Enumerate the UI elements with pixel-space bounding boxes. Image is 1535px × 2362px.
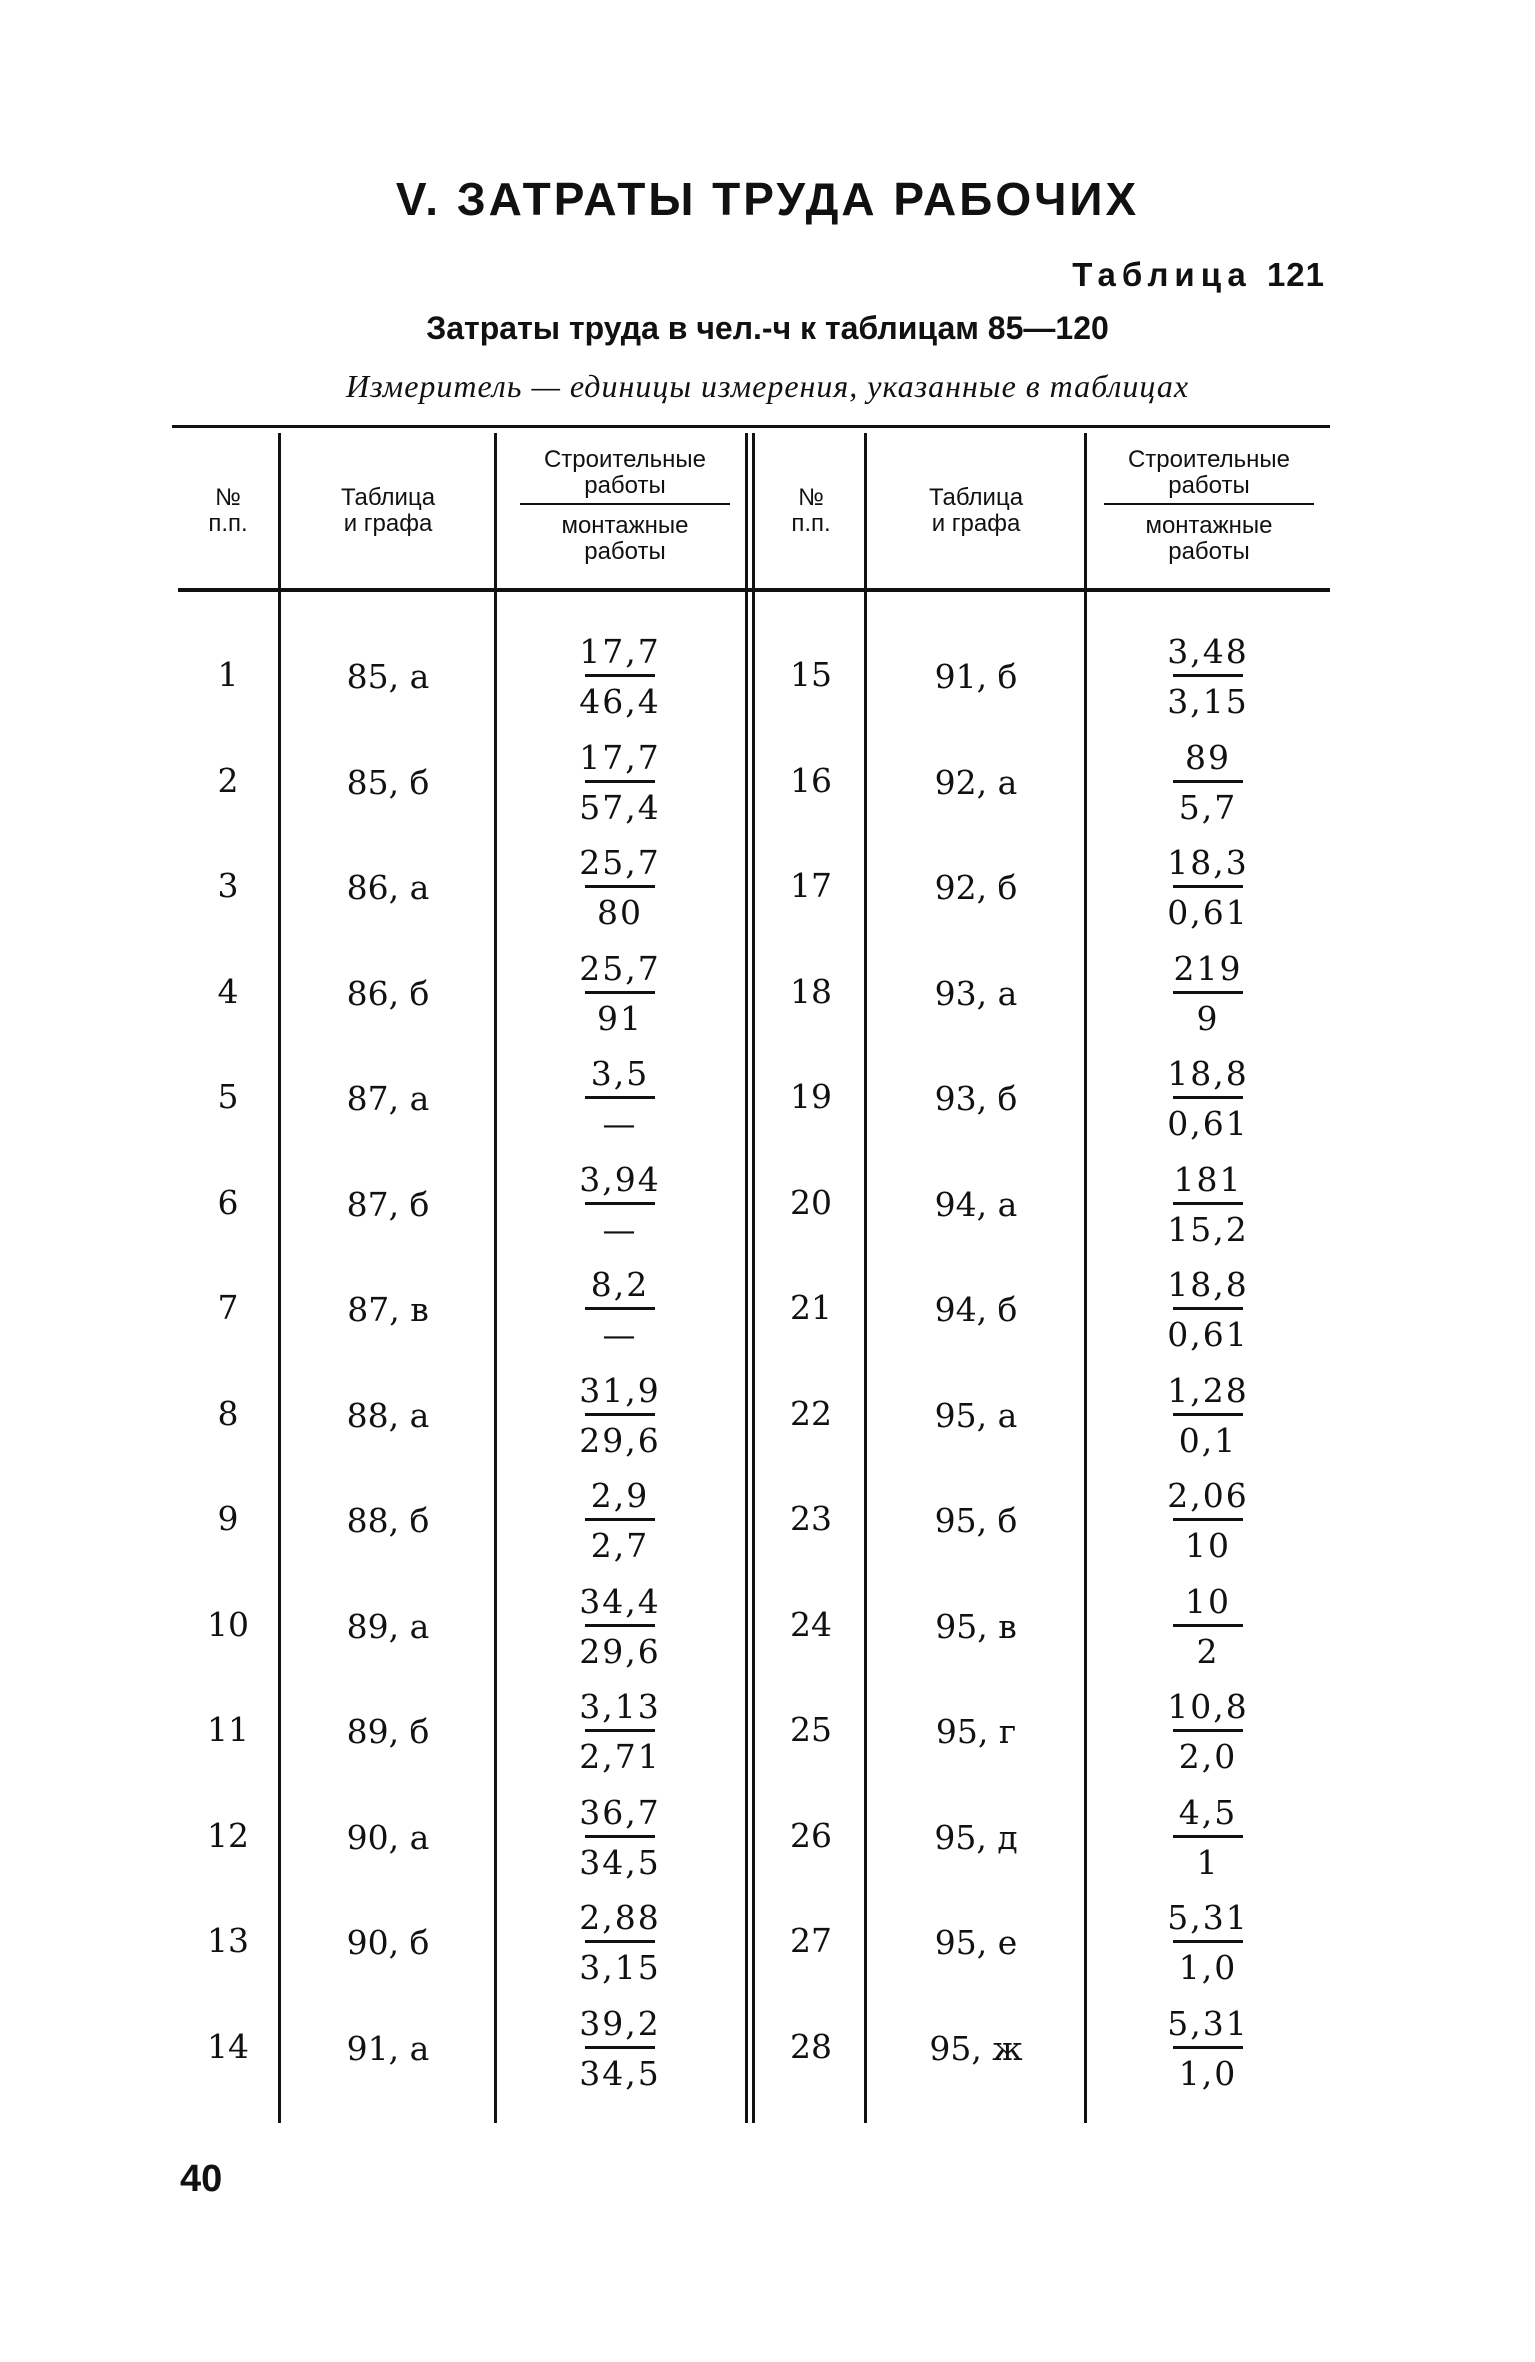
construction-value: 18,3	[1167, 843, 1249, 882]
row-labor-fraction	[560, 1580, 680, 1673]
row-table-ref: 95, б	[934, 1501, 1018, 1540]
row-table-ref: 90, а	[346, 1817, 430, 1857]
header-table-line1: Таблица	[340, 484, 436, 511]
row-table-ref: 89, а	[346, 1606, 430, 1646]
row-labor-fraction	[1148, 1896, 1268, 1989]
row-labor-fraction	[1148, 1369, 1268, 1462]
row-labor-fraction	[560, 736, 680, 829]
section-title: V. ЗАТРАТЫ ТРУДА РАБОЧИХ	[395, 173, 1140, 225]
installation-value: 2	[1196, 1631, 1220, 1671]
row-labor-fraction	[560, 1474, 680, 1567]
construction-value: 10	[1185, 1581, 1231, 1621]
row-number: 13	[207, 1921, 249, 1960]
row-labor-fraction	[1148, 736, 1268, 829]
row-labor-fraction	[560, 1263, 680, 1356]
row-number: 8	[217, 1393, 239, 1433]
row-table-ref: 87, б	[346, 1184, 430, 1224]
row-number: 14	[207, 2026, 249, 2066]
row-table-ref: 92, а	[934, 762, 1018, 802]
header-construction-line2: работы	[584, 472, 666, 499]
installation-value: 80	[597, 893, 643, 932]
row-table-ref: 93, а	[934, 973, 1018, 1013]
row-table-ref: 88, б	[346, 1501, 430, 1540]
header-table-right	[868, 485, 1084, 537]
table-top-rule	[172, 425, 1330, 428]
installation-value: 34,5	[579, 2053, 661, 2093]
row-number: 23	[790, 1499, 832, 1538]
row-labor-fraction	[560, 947, 680, 1040]
header-construction-line2: работы	[1168, 472, 1250, 499]
header-table-line2: и графа	[931, 510, 1021, 537]
installation-value: 0,1	[1178, 1420, 1238, 1460]
row-number: 10	[207, 1604, 249, 1644]
header-num-left	[178, 485, 278, 537]
construction-value: 18,8	[1167, 1265, 1249, 1304]
construction-value: 25,7	[579, 948, 661, 988]
installation-value: 2,7	[590, 1526, 650, 1565]
installation-value: 0,61	[1167, 1315, 1249, 1354]
row-labor-fraction	[1148, 947, 1268, 1040]
construction-value: 2,88	[579, 1898, 661, 1937]
construction-value: 3,94	[579, 1159, 661, 1199]
installation-value: 2,71	[579, 1737, 661, 1776]
construction-value: 36,7	[579, 1792, 661, 1832]
row-number: 1	[217, 655, 239, 694]
row-labor-fraction	[560, 1158, 680, 1251]
row-table-ref: 95, ж	[929, 2028, 1023, 2068]
installation-value: —	[602, 1315, 638, 1354]
installation-value: 15,2	[1167, 1209, 1249, 1249]
row-table-ref: 85, б	[346, 762, 430, 802]
construction-value: 17,7	[579, 737, 661, 777]
header-table-line2: и графа	[343, 510, 433, 537]
row-number: 20	[790, 1182, 832, 1222]
construction-value: 34,4	[579, 1581, 661, 1621]
header-installation-line1: монтажные	[1145, 512, 1273, 539]
header-table-line1: Таблица	[928, 484, 1024, 511]
row-table-ref: 94, а	[934, 1184, 1018, 1224]
installation-value: 1,0	[1178, 1948, 1238, 1987]
row-table-ref: 86, а	[346, 868, 430, 907]
row-labor-fraction	[560, 1369, 680, 1462]
construction-value: 39,2	[579, 2003, 661, 2043]
row-labor-fraction	[1148, 1791, 1268, 1884]
row-table-ref: 85, а	[346, 657, 430, 696]
row-table-ref: 89, б	[346, 1712, 430, 1751]
row-number: 5	[217, 1077, 239, 1116]
row-number: 25	[790, 1710, 832, 1749]
row-number: 3	[217, 866, 239, 905]
row-number: 16	[790, 760, 832, 800]
row-labor-fraction	[560, 1685, 680, 1778]
row-table-ref: 86, б	[346, 973, 430, 1013]
header-installation-line2: работы	[1168, 538, 1250, 565]
row-table-ref: 88, а	[346, 1395, 430, 1435]
row-number: 17	[790, 866, 832, 905]
installation-value: —	[602, 1209, 638, 1249]
construction-value: 4,5	[1178, 1792, 1238, 1832]
construction-value: 3,48	[1167, 632, 1249, 671]
row-labor-fraction	[1148, 1158, 1268, 1251]
row-table-ref: 95, г	[935, 1712, 1017, 1751]
row-number: 7	[217, 1288, 239, 1327]
row-number: 27	[790, 1921, 832, 1960]
row-table-ref: 95, а	[934, 1395, 1018, 1435]
row-number: 4	[217, 971, 239, 1011]
row-table-ref: 90, б	[346, 1923, 430, 1962]
installation-value: 3,15	[1167, 682, 1249, 721]
row-table-ref: 95, в	[935, 1606, 1017, 1646]
row-labor-fraction	[560, 1896, 680, 1989]
installation-value: 10	[1185, 1526, 1231, 1565]
row-table-ref: 87, а	[346, 1079, 430, 1118]
header-construction-line1: Строительные	[543, 446, 707, 473]
construction-value: 10,8	[1167, 1687, 1249, 1726]
row-labor-fraction	[1148, 2002, 1268, 2095]
installation-value: 9	[1196, 998, 1220, 1038]
row-labor-fraction	[1148, 1685, 1268, 1778]
installation-value: 29,6	[579, 1631, 661, 1671]
row-labor-fraction	[1148, 1474, 1268, 1567]
header-construction-line1: Строительные	[1127, 446, 1291, 473]
installation-value: 91	[597, 998, 643, 1038]
row-table-ref: 93, б	[934, 1079, 1018, 1118]
row-labor-fraction	[560, 841, 680, 934]
row-table-ref: 91, б	[934, 657, 1018, 696]
row-table-ref: 87, в	[347, 1290, 429, 1329]
row-number: 22	[790, 1393, 832, 1433]
row-number: 6	[217, 1182, 239, 1222]
installation-value: 3,15	[579, 1948, 661, 1987]
row-labor-fraction	[1148, 1263, 1268, 1356]
installation-value: 34,5	[579, 1842, 661, 1882]
construction-value: 8,2	[590, 1265, 650, 1304]
row-labor-fraction	[560, 1791, 680, 1884]
row-labor-fraction	[1148, 1052, 1268, 1145]
header-num-right	[758, 485, 864, 537]
header-num-abbrev: п.п.	[791, 510, 831, 537]
header-construction	[520, 447, 730, 505]
row-number: 15	[790, 655, 832, 694]
construction-value: 181	[1173, 1159, 1243, 1199]
construction-value: 2,9	[590, 1476, 650, 1515]
row-number: 9	[217, 1499, 239, 1538]
row-number: 18	[790, 971, 832, 1011]
center-divider-a	[745, 433, 748, 2123]
header-installation-line2: работы	[584, 538, 666, 565]
row-labor-fraction	[560, 2002, 680, 2095]
row-table-ref: 91, а	[346, 2028, 430, 2068]
header-work-left	[520, 447, 730, 565]
row-table-ref: 95, е	[934, 1923, 1018, 1962]
installation-value: 0,61	[1167, 1104, 1249, 1143]
row-number: 24	[790, 1604, 832, 1644]
construction-value: 18,8	[1167, 1054, 1249, 1093]
col-divider-5	[1084, 433, 1087, 2123]
installation-value: 29,6	[579, 1420, 661, 1460]
construction-value: 5,31	[1167, 1898, 1249, 1937]
row-table-ref: 92, б	[934, 868, 1018, 907]
center-divider-b	[752, 433, 755, 2123]
installation-value: —	[602, 1104, 638, 1143]
page-number: 40	[180, 2158, 223, 2200]
construction-value: 219	[1173, 948, 1243, 988]
row-labor-fraction	[1148, 630, 1268, 723]
header-num-abbrev: п.п.	[208, 510, 248, 537]
header-num-symbol: №	[215, 484, 241, 511]
row-table-ref: 95, д	[934, 1817, 1018, 1857]
row-labor-fraction	[560, 630, 680, 723]
construction-value: 3,13	[579, 1687, 661, 1726]
installation-value: 5,7	[1178, 787, 1238, 827]
row-number: 21	[790, 1288, 832, 1327]
installation-value: 2,0	[1178, 1737, 1238, 1776]
row-labor-fraction	[1148, 841, 1268, 934]
construction-value: 25,7	[579, 843, 661, 882]
installation-value: 0,61	[1167, 893, 1249, 932]
col-divider-2	[494, 433, 497, 2123]
header-num-symbol: №	[798, 484, 824, 511]
construction-value: 1,28	[1167, 1370, 1249, 1410]
table-number: 121	[1266, 256, 1325, 293]
installation-value: 1	[1196, 1842, 1220, 1882]
unit-line: Измеритель — единицы измерения, указанные в таблицах	[345, 368, 1190, 404]
row-number: 2	[217, 760, 239, 800]
row-number: 11	[207, 1710, 249, 1749]
construction-value: 17,7	[579, 632, 661, 671]
header-construction	[1104, 447, 1314, 505]
table-subtitle: Затраты труда в чел.-ч к таблицам 85—120	[426, 310, 1109, 346]
row-table-ref: 94, б	[934, 1290, 1018, 1329]
installation-value: 1,0	[1178, 2053, 1238, 2093]
construction-value: 89	[1185, 737, 1231, 777]
table-label-word: Таблица	[1072, 256, 1252, 293]
row-labor-fraction	[560, 1052, 680, 1145]
col-divider-1	[278, 433, 281, 2123]
construction-value: 3,5	[590, 1054, 650, 1093]
row-number: 28	[790, 2026, 832, 2066]
row-number: 19	[790, 1077, 832, 1116]
header-installation	[1104, 505, 1314, 565]
installation-value: 46,4	[579, 682, 661, 721]
header-installation-line1: монтажные	[561, 512, 689, 539]
row-number: 26	[790, 1815, 832, 1855]
header-work-right	[1104, 447, 1314, 565]
header-installation	[520, 505, 730, 565]
header-table-left	[282, 485, 494, 537]
construction-value: 2,06	[1167, 1476, 1249, 1515]
table-label	[1072, 256, 1325, 294]
construction-value: 31,9	[579, 1370, 661, 1410]
col-divider-4	[864, 433, 867, 2123]
row-number: 12	[207, 1815, 249, 1855]
construction-value: 5,31	[1167, 2003, 1249, 2043]
installation-value: 57,4	[579, 787, 661, 827]
row-labor-fraction	[1148, 1580, 1268, 1673]
